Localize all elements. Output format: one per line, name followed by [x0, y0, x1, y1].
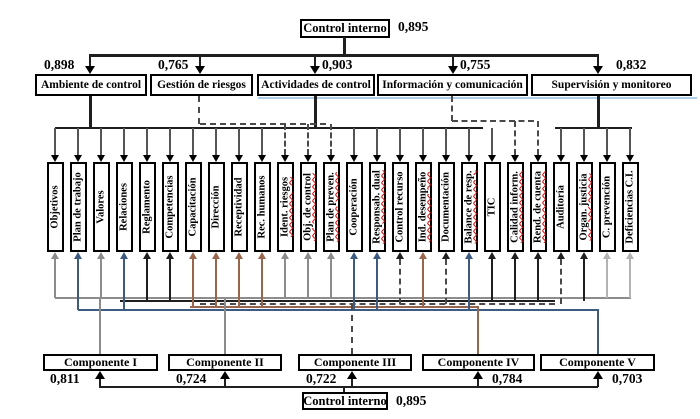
arrowhead-up-icon — [220, 371, 230, 379]
indicator-box — [392, 162, 409, 252]
arrowhead-up-icon — [373, 252, 381, 259]
component-label: Componente IV — [437, 355, 520, 369]
indicator-toplink — [100, 128, 102, 155]
arrowhead-down-icon — [373, 155, 381, 162]
arrowhead-down-icon — [511, 155, 519, 162]
indicator-toplink — [215, 128, 217, 155]
arrowhead-up-icon — [51, 252, 59, 259]
arrowhead-down-icon — [350, 155, 358, 162]
component-box — [43, 354, 158, 371]
indicator-box — [438, 162, 455, 252]
indicator-downlink — [514, 259, 516, 301]
component-label: Componente V — [559, 355, 636, 369]
arrowhead-up-icon — [347, 371, 357, 379]
arrowhead-down-icon — [448, 66, 458, 74]
arrowhead-up-icon — [120, 252, 128, 259]
arrowhead-up-icon — [557, 252, 565, 259]
arrowhead-up-icon — [212, 252, 220, 259]
indicator-label: Rec. humanos — [256, 175, 268, 239]
indicator-label: Relaciones — [118, 183, 130, 231]
indicator-bus-dashed-informacion — [452, 120, 534, 122]
indicator-bus-main — [55, 127, 483, 129]
indicator-box — [530, 162, 547, 252]
indicator-downlink — [583, 259, 585, 301]
component-value: 0,724 — [176, 371, 207, 386]
indicator-label: Valores — [95, 190, 107, 224]
indicator-toplink — [468, 128, 470, 155]
indicator-label: Balance de resp. — [463, 170, 475, 244]
arrowhead-up-icon — [74, 252, 82, 259]
indicator-label: Ind. desempeño — [417, 171, 429, 243]
dimension-value: 0,903 — [322, 57, 353, 72]
arrowhead-up-icon — [327, 252, 335, 259]
bottom-control-interno-value: 0,895 — [396, 393, 427, 408]
arrowhead-up-icon — [189, 252, 197, 259]
arrowhead-down-icon — [442, 155, 450, 162]
dimension-box — [377, 74, 528, 96]
arrowhead-up-icon — [166, 252, 174, 259]
component-box — [298, 354, 412, 371]
arrowhead-up-icon — [473, 371, 483, 379]
arrowhead-down-icon — [51, 155, 59, 162]
dimension-box — [531, 74, 692, 96]
arrowhead-down-icon — [97, 155, 105, 162]
arrowhead-down-icon — [593, 66, 603, 74]
bottom-control-interno-label: Control interno — [303, 393, 387, 408]
indicator-box — [231, 162, 248, 252]
arrowhead-down-icon — [258, 155, 266, 162]
indicator-label: Calidad inform. — [509, 171, 521, 243]
indicator-bus-supervision — [555, 127, 632, 129]
indicator-downlink — [468, 259, 470, 310]
indicator-box — [139, 162, 156, 252]
arrowhead-down-icon — [488, 155, 496, 162]
arrowhead-down-icon — [465, 155, 473, 162]
arrowhead-up-icon — [534, 252, 542, 259]
channel-line-black — [120, 300, 555, 302]
indicator-label: Organ. justicia — [578, 173, 590, 241]
arrowhead-down-icon — [120, 155, 128, 162]
bottom-control-interno-box — [302, 392, 388, 410]
channel-line-gray — [55, 297, 631, 299]
indicator-label: C. prevención — [601, 175, 613, 239]
channel-line-brown — [190, 306, 479, 308]
dimension-value: 0,832 — [616, 57, 647, 72]
component-value: 0,811 — [50, 371, 80, 386]
arrowhead-down-icon — [304, 155, 312, 162]
arrowhead-up-icon — [281, 252, 289, 259]
arrowhead-up-icon — [95, 371, 105, 379]
dimension-downlink-dashed — [451, 96, 453, 121]
indicator-box — [300, 162, 317, 252]
dimension-value: 0,755 — [460, 57, 491, 72]
component-feedback-line — [99, 379, 101, 387]
indicator-toplink — [422, 128, 424, 155]
component-feedback-line — [597, 379, 599, 387]
bottom-bus-line — [99, 386, 598, 388]
arrowhead-down-icon — [195, 66, 205, 74]
arrowhead-down-icon — [603, 155, 611, 162]
component-label: Componente III — [313, 355, 397, 369]
indicator-downlink — [77, 259, 79, 310]
dimension-box — [35, 74, 147, 96]
indicator-downlink — [54, 259, 56, 298]
dimension-value: 0,765 — [158, 57, 189, 72]
indicator-downlink — [422, 259, 424, 307]
indicator-toplink — [445, 128, 447, 155]
arrowhead-up-icon — [442, 252, 450, 259]
component-label: Componente I — [63, 355, 137, 369]
indicator-toplink — [261, 128, 263, 155]
indicator-toplink — [192, 128, 194, 155]
indicator-label: Reglamento — [141, 180, 153, 234]
dimension-value: 0,898 — [44, 57, 75, 72]
indicator-downlink — [353, 259, 355, 310]
component-toplink — [224, 298, 226, 354]
indicator-box — [93, 162, 110, 252]
dimension-label: Gestión de riesgos — [157, 79, 246, 91]
indicator-box — [254, 162, 271, 252]
indicator-label: Plan de trabajo — [72, 172, 84, 242]
arrowhead-down-icon — [626, 155, 634, 162]
arrowhead-down-icon — [580, 155, 588, 162]
indicator-downlink — [376, 259, 378, 310]
component-box — [168, 354, 282, 371]
indicator-downlink — [123, 259, 125, 310]
indicator-box — [323, 162, 340, 252]
arrowhead-down-icon — [143, 155, 151, 162]
arrowhead-down-icon — [189, 155, 197, 162]
indicator-downlink — [146, 259, 148, 301]
arrowhead-up-icon — [465, 252, 473, 259]
component-value: 0,722 — [306, 371, 337, 386]
component-box — [422, 354, 535, 371]
indicator-downlink — [307, 259, 309, 298]
dimension-downlink — [89, 96, 92, 128]
indicator-downlink — [629, 259, 631, 298]
arrowhead-up-icon — [235, 252, 243, 259]
indicator-toplink — [560, 128, 562, 155]
arrowhead-up-icon — [350, 252, 358, 259]
arrowhead-down-icon — [310, 66, 320, 74]
arrowhead-down-icon — [557, 155, 565, 162]
indicator-box — [599, 162, 616, 252]
indicator-downlink — [261, 259, 263, 307]
indicator-label: Control recurso — [394, 171, 406, 243]
indicator-box — [47, 162, 64, 252]
indicator-toplink — [491, 128, 493, 155]
indicator-label: Obj. de control — [302, 173, 314, 241]
arrowhead-up-icon — [511, 252, 519, 259]
indicator-box — [116, 162, 133, 252]
indicator-box — [185, 162, 202, 252]
indicator-toplink — [583, 128, 585, 155]
dimension-label: Ambiente de control — [40, 79, 142, 91]
indicator-downlink — [537, 259, 539, 301]
indicator-box — [461, 162, 478, 252]
indicator-box — [369, 162, 386, 252]
arrowhead-down-icon — [396, 155, 404, 162]
indicator-label: TIC — [486, 197, 498, 217]
dimension-label: Actividades de control — [261, 79, 371, 91]
indicator-box — [162, 162, 179, 252]
indicator-box — [507, 162, 524, 252]
top-trunk-line — [343, 37, 346, 55]
indicator-label: Rend. de cuenta — [532, 170, 544, 244]
indicator-label: Capacitación — [187, 177, 199, 237]
indicator-downlink — [606, 259, 608, 298]
indicator-toplink-dashed — [330, 124, 332, 155]
indicator-toplink — [146, 128, 148, 155]
indicator-box — [346, 162, 363, 252]
indicator-downlink — [192, 259, 194, 307]
indicator-box — [415, 162, 432, 252]
component-feedback-line — [477, 379, 479, 387]
indicator-toplink — [238, 128, 240, 155]
component-label: Componente II — [186, 355, 264, 369]
indicator-label: Responsab. dual — [371, 170, 383, 244]
component-box — [540, 354, 655, 371]
indicator-downlink — [491, 259, 493, 301]
component-toplink-dashed — [351, 304, 353, 354]
arrowhead-up-icon — [593, 371, 603, 379]
dimension-label: Información y comunicación — [382, 79, 523, 91]
indicator-downlink — [284, 259, 286, 298]
indicator-downlink — [238, 259, 240, 307]
indicator-toplink — [353, 128, 355, 155]
indicator-downlink-dashed — [399, 259, 401, 304]
indicator-toplink — [77, 128, 79, 155]
indicator-toplink — [54, 128, 56, 155]
indicator-toplink — [629, 128, 631, 155]
indicator-box — [622, 162, 639, 252]
indicator-box — [576, 162, 593, 252]
indicator-label: Ident. riesgos — [279, 176, 291, 238]
dimension-box — [150, 74, 253, 96]
indicator-toplink — [606, 128, 608, 155]
component-feedback-line — [224, 379, 226, 387]
indicator-box — [70, 162, 87, 252]
arrowhead-down-icon — [74, 155, 82, 162]
indicator-label: Deficiencias C.I. — [624, 170, 636, 244]
indicator-label: Receptividad — [233, 177, 245, 237]
indicator-downlink — [100, 259, 102, 298]
indicator-downlink — [215, 259, 217, 307]
indicator-box — [208, 162, 225, 252]
top-control-interno-value: 0,895 — [398, 19, 429, 34]
arrowhead-up-icon — [626, 252, 634, 259]
dimension-label: Supervisión y monitoreo — [551, 79, 672, 91]
arrowhead-down-icon — [419, 155, 427, 162]
indicator-label: Documentación — [440, 172, 452, 242]
component-toplink — [99, 298, 101, 354]
component-toplink — [477, 307, 479, 354]
arrowhead-up-icon — [419, 252, 427, 259]
indicator-downlink-dashed — [445, 259, 447, 304]
arrowhead-up-icon — [97, 252, 105, 259]
arrowhead-up-icon — [258, 252, 266, 259]
arrowhead-down-icon — [85, 66, 95, 74]
highlight-line — [258, 97, 697, 99]
component-value: 0,703 — [612, 371, 643, 386]
arrowhead-down-icon — [281, 155, 289, 162]
arrowhead-up-icon — [580, 252, 588, 259]
channel-line-navy — [78, 309, 599, 311]
dimension-downlink — [597, 96, 600, 128]
indicator-downlink — [169, 259, 171, 301]
arrowhead-up-icon — [488, 252, 496, 259]
indicator-downlink-dashed — [560, 259, 562, 304]
indicator-label: Plan de preven. — [325, 172, 337, 242]
component-toplink — [597, 310, 599, 354]
arrowhead-up-icon — [304, 252, 312, 259]
arrowhead-down-icon — [327, 155, 335, 162]
arrowhead-down-icon — [235, 155, 243, 162]
top-control-interno-label: Control interno — [303, 21, 387, 35]
top-control-interno-box — [300, 19, 390, 38]
dimension-downlink-dashed — [198, 96, 200, 124]
indicator-toplink — [169, 128, 171, 155]
indicator-label: Competencias — [164, 175, 176, 239]
dimension-box — [257, 74, 375, 96]
indicator-toplink — [123, 128, 125, 155]
component-feedback-line — [351, 379, 353, 387]
indicator-box — [484, 162, 501, 252]
indicator-label: Dirección — [210, 185, 222, 229]
indicator-downlink — [330, 259, 332, 298]
arrowhead-down-icon — [212, 155, 220, 162]
arrowhead-up-icon — [143, 252, 151, 259]
indicator-label: Auditoría — [555, 185, 567, 229]
arrowhead-down-icon — [166, 155, 174, 162]
component-value: 0,784 — [492, 371, 523, 386]
arrowhead-up-icon — [396, 252, 404, 259]
indicator-toplink — [376, 128, 378, 155]
indicator-toplink-dashed — [537, 121, 539, 155]
arrowhead-up-icon — [603, 252, 611, 259]
indicator-toplink-dashed — [284, 124, 286, 155]
indicator-toplink — [399, 128, 401, 155]
indicator-label: Objetivos — [49, 185, 61, 229]
indicator-toplink-dashed — [307, 124, 309, 155]
arrowhead-down-icon — [534, 155, 542, 162]
indicator-label: Cooperación — [348, 178, 360, 236]
indicator-box — [553, 162, 570, 252]
indicator-toplink-dashed — [514, 121, 516, 155]
indicator-box — [277, 162, 294, 252]
